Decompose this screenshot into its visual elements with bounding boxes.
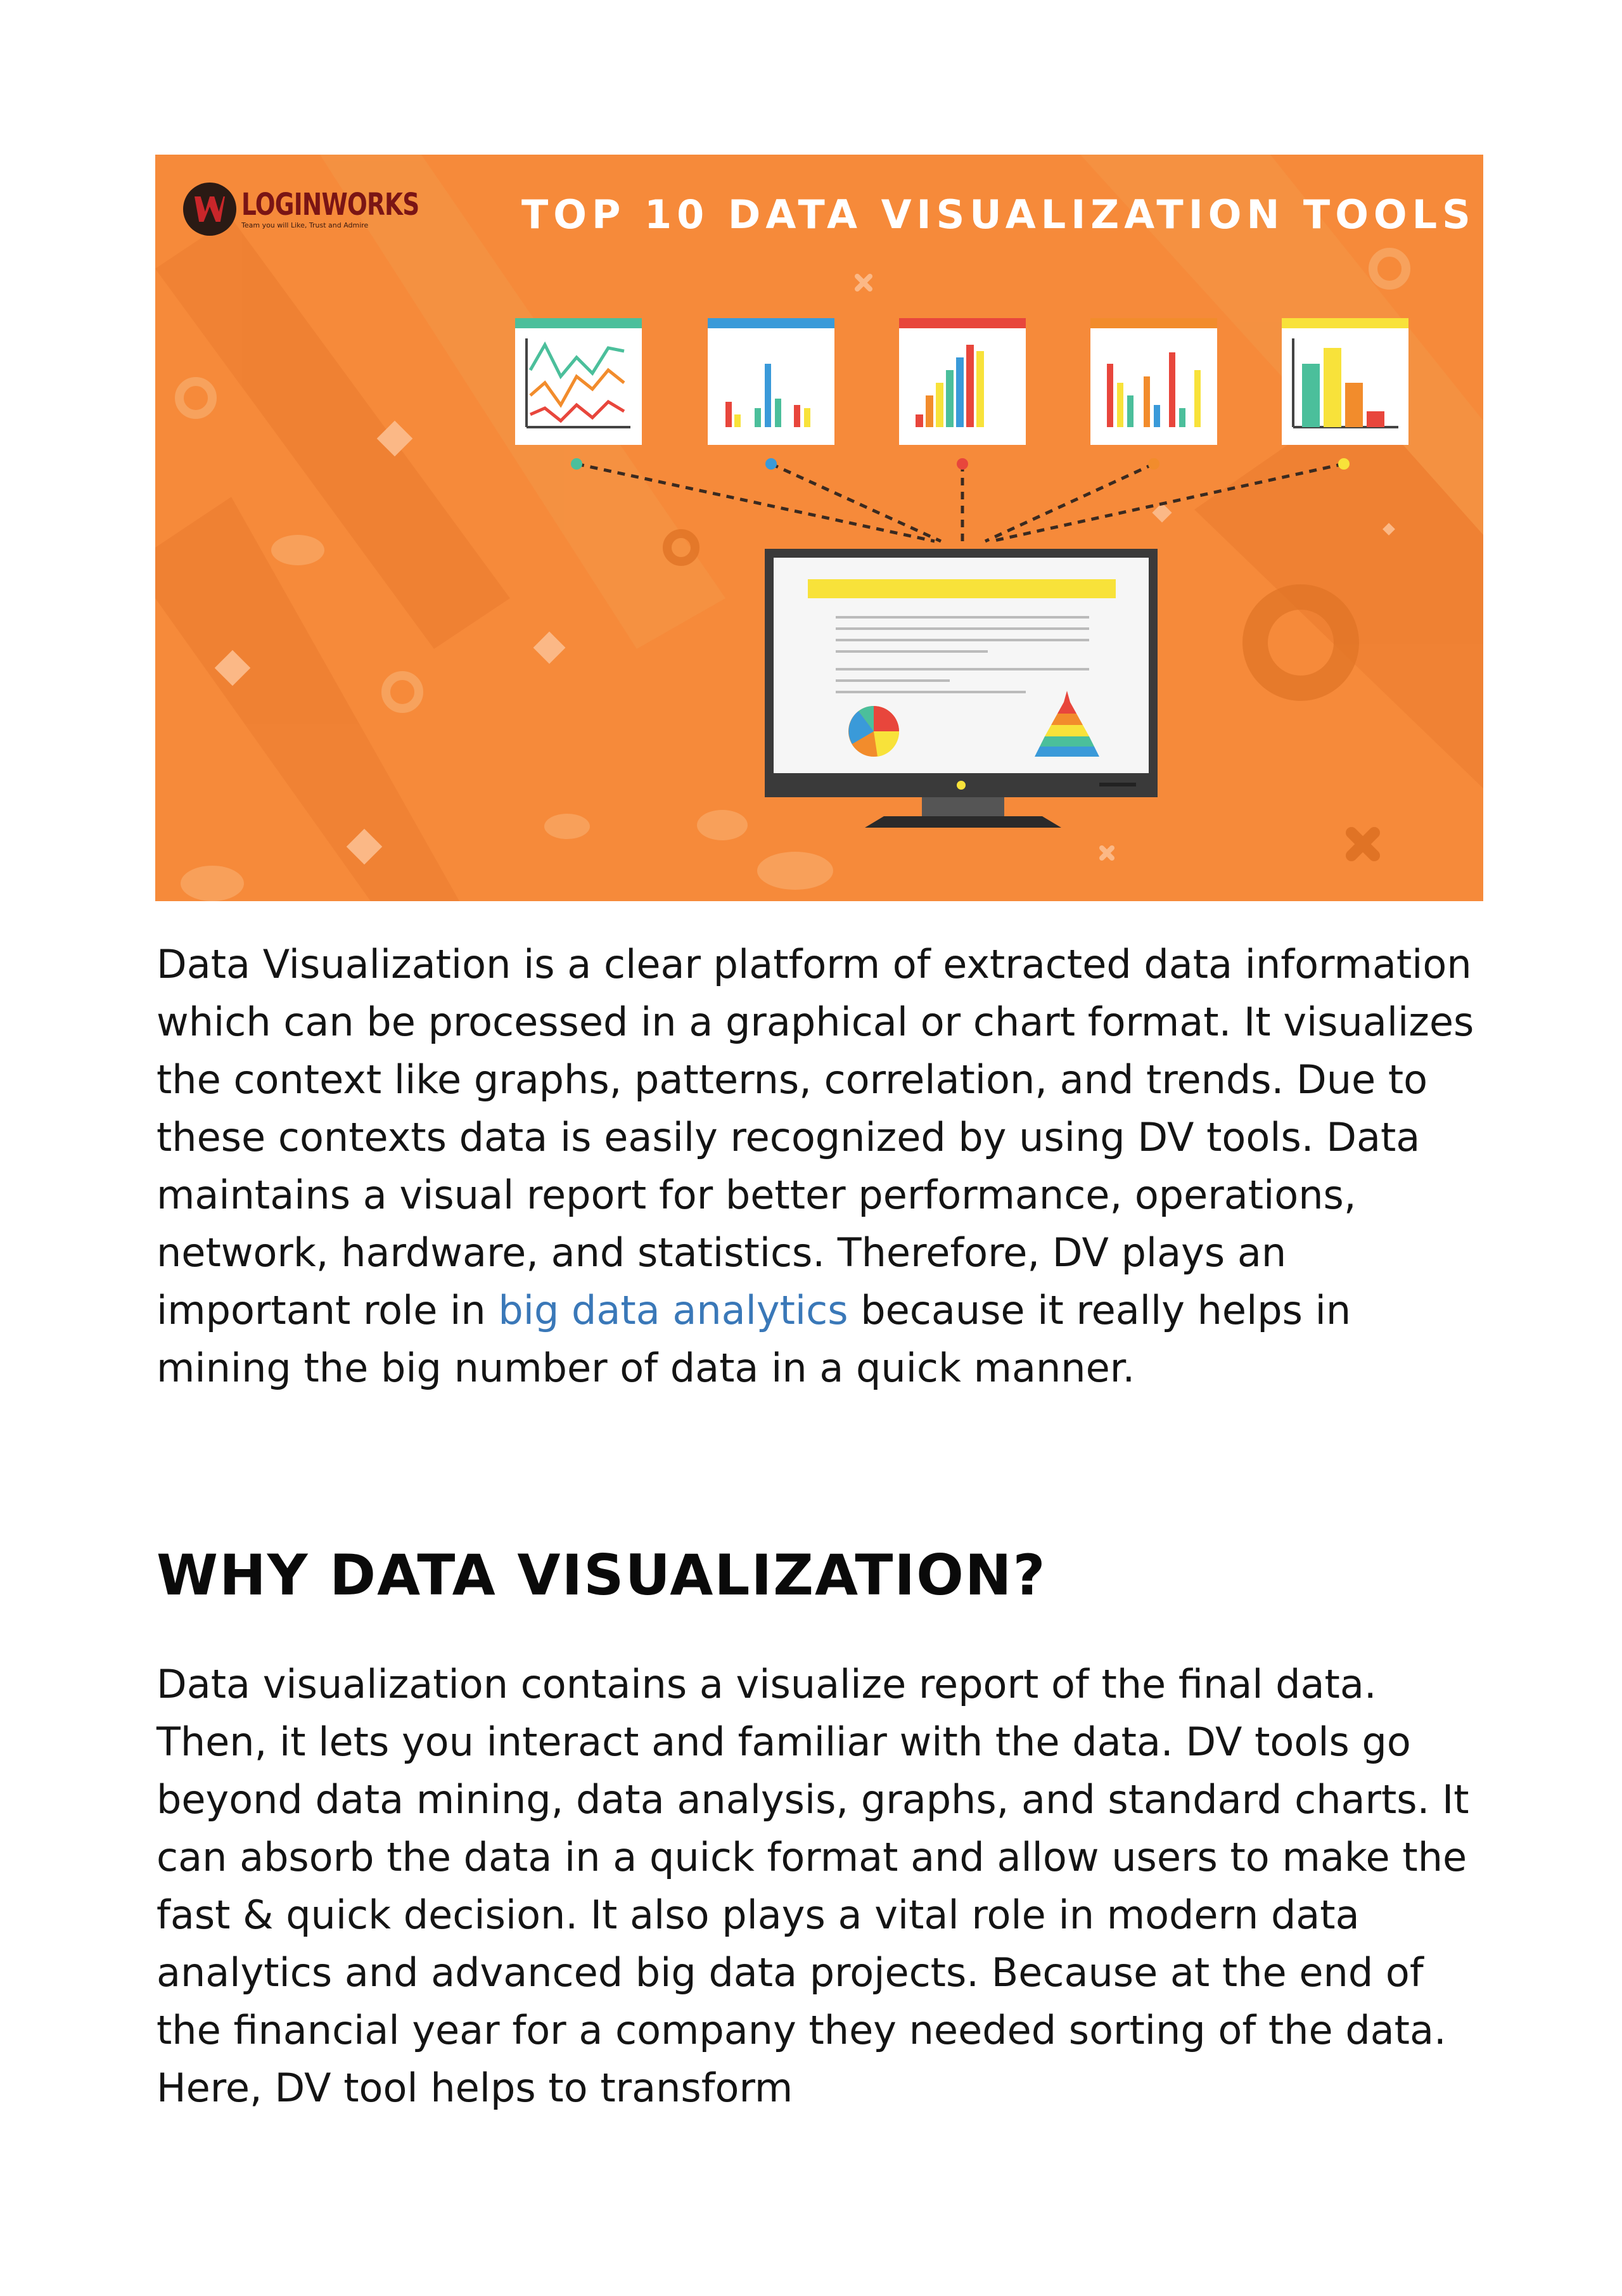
bar-chart-card-icon [1282,318,1408,445]
bar-chart-card-icon [899,318,1026,445]
intro-paragraph [156,935,1481,1397]
logo-tagline: Team you will Like, Trust and Admire [241,221,369,229]
logo-mark-icon [183,183,236,236]
intro-text-end: because it really helps in mining the big number of data in a quick manner. [156,1287,1351,1391]
banner-illustration [155,155,1483,901]
logo [183,183,469,236]
line-chart-card-icon [515,318,642,445]
bar-chart-card-icon [708,318,834,445]
banner-title: TOP 10 DATA VISUALIZATION TOOLS [521,191,1476,238]
pie-chart-icon [848,706,899,757]
section-heading: WHY DATA VISUALIZATION? [156,1542,1047,1608]
section-paragraph: Data visualization contains a visualize report of the final data. Then, it lets you interact and familiar with the data. DV tools go beyond data mining, data analysis, graphs, and standard charts. It can absorb the data in a quick format and allow users to make the fast & quick decision. It also plays a vital role in modern data analytics and advanced big data projects. Because at the end of the financial year for a company they needed sorting of the data. Here, DV tool helps to transform [156,1661,1469,2111]
big-data-analytics-link[interactable]: big data analytics [498,1287,848,1333]
monitor-icon [765,549,1158,828]
logo-name: LOGINWORKS [241,186,419,222]
intro-text-start: Data Visualization is a clear platform of extracted data information which can be processed in a graphical or chart format. It visualizes the context like graphs, patterns, correlation, and trends. Due to these contexts data is easily recognized by using DV tools. Data maintains a visual report for better performance, operations, network, hardware, and statistics. Therefore, DV plays an important role in [156,941,1474,1333]
bar-chart-card-icon [1090,318,1217,445]
banner-image [155,155,1483,901]
